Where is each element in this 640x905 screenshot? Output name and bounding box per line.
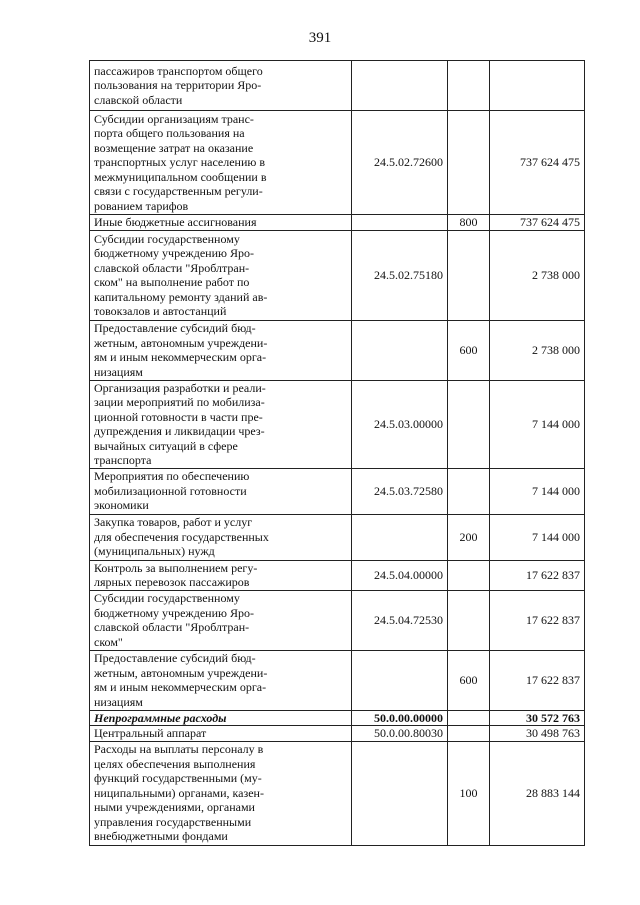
- expense-type-cell: [448, 726, 490, 742]
- target-code-cell-text: 50.0.00.80030: [374, 726, 443, 740]
- budget-table-body: [90, 61, 585, 846]
- expense-name-cell-text: Непрограммные расходы: [94, 710, 227, 725]
- amount-cell: [490, 710, 585, 726]
- expense-name-cell-text: Предоставление субсидий бюд- жетным, автономным учреждени- ям и иным некоммерческим орга- низациям: [94, 321, 268, 379]
- expense-name-cell-text: Предоставление субсидий бюд- жетным, автономным учреждени- ям и иным некоммерческим орга- низациям: [94, 651, 268, 709]
- expense-name-cell-text: Иные бюджетные ассигнования: [94, 215, 257, 229]
- expense-type-cell: [448, 560, 490, 590]
- page-number: 391: [308, 30, 332, 46]
- expense-type-cell: [448, 111, 490, 215]
- table-row: [90, 215, 585, 231]
- target-code-cell: [352, 215, 448, 231]
- table-row: [90, 380, 585, 468]
- table-row: [90, 710, 585, 726]
- expense-type-cell: [448, 230, 490, 320]
- expense-name-cell-text: Закупка товаров, работ и услуг для обеспечения государственных (муниципальных) нужд: [94, 515, 269, 559]
- amount-cell: [490, 320, 585, 380]
- target-code-cell: [352, 514, 448, 560]
- expense-type-cell: [448, 468, 490, 514]
- expense-name-cell: [90, 710, 352, 726]
- amount-cell: [490, 741, 585, 845]
- expense-type-cell-text: 600: [459, 342, 478, 357]
- amount-cell-text: 7 144 000: [532, 483, 580, 498]
- expense-type-cell: [448, 380, 490, 468]
- target-code-cell: [352, 111, 448, 215]
- expense-name-cell: [90, 514, 352, 560]
- amount-cell-text: 30 572 763: [526, 710, 580, 725]
- table-row: [90, 726, 585, 742]
- expense-name-cell: [90, 215, 352, 231]
- target-code-cell: [352, 590, 448, 650]
- expense-type-cell: [448, 320, 490, 380]
- table-row: [90, 61, 585, 111]
- expense-type-cell: [448, 514, 490, 560]
- amount-cell-text: 30 498 763: [526, 726, 580, 740]
- table-row: [90, 230, 585, 320]
- budget-table: [89, 60, 585, 846]
- expense-name-cell: [90, 741, 352, 845]
- amount-cell-text: 17 622 837: [526, 612, 580, 627]
- target-code-cell-text: 24.5.03.00000: [374, 416, 443, 431]
- expense-name-cell: [90, 468, 352, 514]
- expense-name-cell: [90, 111, 352, 215]
- expense-name-cell: [90, 726, 352, 742]
- target-code-cell-text: 50.0.00.00000: [374, 710, 443, 725]
- expense-type-cell: [448, 741, 490, 845]
- expense-name-cell-text: пассажиров транспортом общего пользования на территории Яро- славской области: [94, 63, 263, 107]
- table-row: [90, 741, 585, 845]
- expense-name-cell: [90, 230, 352, 320]
- table-row: [90, 650, 585, 710]
- amount-cell: [490, 111, 585, 215]
- expense-name-cell-text: Субсидии государственному бюджетному учреждению Яро- славской области "Яроблтран- ском": [94, 591, 254, 649]
- amount-cell-text: 17 622 837: [526, 567, 580, 582]
- expense-name-cell-text: Контроль за выполнением регу- лярных перевозок пассажиров: [94, 560, 258, 589]
- amount-cell-text: 737 624 475: [520, 215, 580, 229]
- table-row: [90, 320, 585, 380]
- expense-name-cell: [90, 320, 352, 380]
- amount-cell: [490, 590, 585, 650]
- expense-type-cell: [448, 650, 490, 710]
- amount-cell: [490, 230, 585, 320]
- target-code-cell: [352, 650, 448, 710]
- expense-type-cell-text: 100: [459, 785, 478, 800]
- expense-type-cell-text: 200: [459, 529, 478, 544]
- expense-type-cell-text: 600: [459, 672, 478, 687]
- amount-cell: [490, 726, 585, 742]
- expense-type-cell: [448, 61, 490, 111]
- table-row: [90, 590, 585, 650]
- table-row: [90, 514, 585, 560]
- target-code-cell: [352, 741, 448, 845]
- target-code-cell: [352, 380, 448, 468]
- target-code-cell: [352, 710, 448, 726]
- expense-name-cell-text: Субсидии организациям транс- порта общего пользования на возмещение затрат на оказание транспортных услуг населению в межмуниципальном сообщении в связи с государственным регули- рованием тарифов: [94, 111, 267, 213]
- expense-name-cell-text: Центральный аппарат: [94, 726, 207, 740]
- target-code-cell: [352, 61, 448, 111]
- target-code-cell-text: 24.5.03.72580: [374, 483, 443, 498]
- amount-cell-text: 2 738 000: [532, 342, 580, 357]
- expense-name-cell: [90, 61, 352, 111]
- amount-cell-text: 17 622 837: [526, 672, 580, 687]
- target-code-cell-text: 24.5.04.72530: [374, 612, 443, 627]
- expense-type-cell-text: 800: [459, 215, 478, 229]
- expense-name-cell-text: Мероприятия по обеспечению мобилизационной готовности экономики: [94, 469, 250, 513]
- amount-cell: [490, 215, 585, 231]
- target-code-cell-text: 24.5.02.75180: [374, 267, 443, 282]
- amount-cell: [490, 560, 585, 590]
- expense-name-cell-text: Субсидии государственному бюджетному учреждению Яро- славской области "Яроблтран- ском" на выполнение работ по капитальному ремонту зданий ав- товокзалов и автостанций: [94, 231, 268, 318]
- amount-cell-text: 737 624 475: [520, 155, 580, 170]
- amount-cell-text: 7 144 000: [532, 529, 580, 544]
- amount-cell-text: 28 883 144: [526, 785, 580, 800]
- amount-cell: [490, 650, 585, 710]
- target-code-cell-text: 24.5.02.72600: [374, 155, 443, 170]
- target-code-cell: [352, 726, 448, 742]
- target-code-cell: [352, 560, 448, 590]
- target-code-cell-text: 24.5.04.00000: [374, 567, 443, 582]
- expense-name-cell-text: Организация разработки и реали- зации мероприятий по мобилиза- ционной готовности в части пре- дупреждения и ликвидации чрез- вычайных ситуаций в сфере транспорта: [94, 380, 266, 467]
- expense-name-cell-text: Расходы на выплаты персоналу в целях обеспечения выполнения функций государственными (му- ниципальными) органами, казен- ными учреждениями, органами управления государственными внебюджетными фондами: [94, 742, 264, 844]
- amount-cell: [490, 468, 585, 514]
- expense-name-cell: [90, 590, 352, 650]
- amount-cell: [490, 514, 585, 560]
- expense-name-cell: [90, 380, 352, 468]
- target-code-cell: [352, 320, 448, 380]
- expense-name-cell: [90, 560, 352, 590]
- expense-type-cell: [448, 215, 490, 231]
- expense-name-cell: [90, 650, 352, 710]
- table-row: [90, 468, 585, 514]
- amount-cell-text: 7 144 000: [532, 416, 580, 431]
- amount-cell: [490, 61, 585, 111]
- expense-type-cell: [448, 590, 490, 650]
- table-row: [90, 560, 585, 590]
- target-code-cell: [352, 468, 448, 514]
- table-row: [90, 111, 585, 215]
- target-code-cell: [352, 230, 448, 320]
- amount-cell-text: 2 738 000: [532, 267, 580, 282]
- expense-type-cell: [448, 710, 490, 726]
- amount-cell: [490, 380, 585, 468]
